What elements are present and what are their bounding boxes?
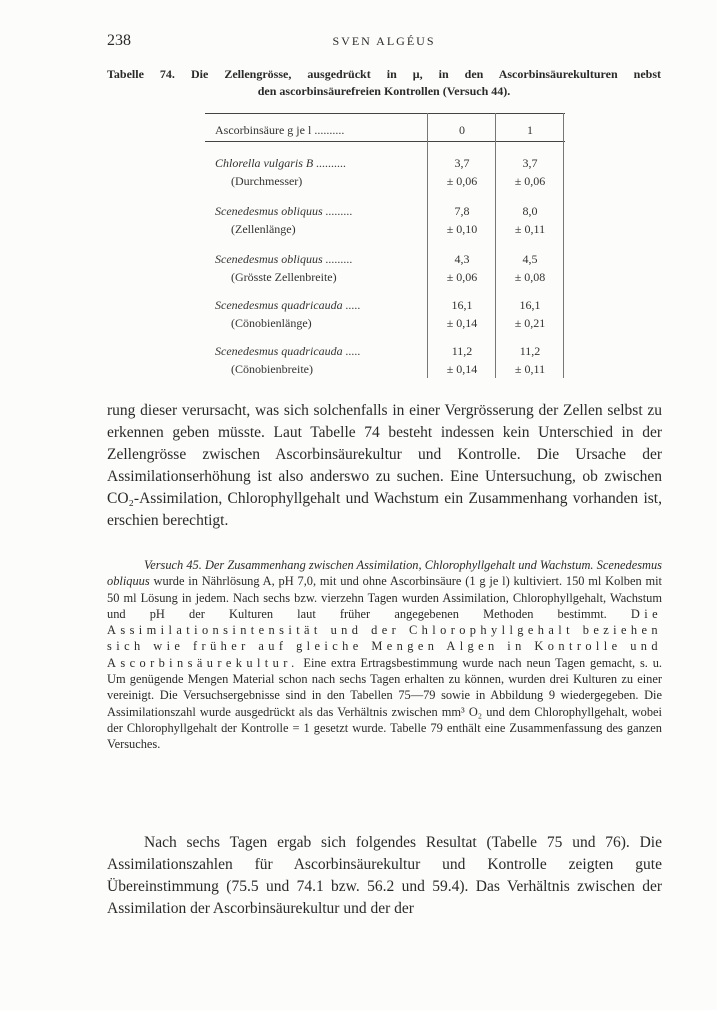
- table-caption-line-2: den ascorbinsäurefreien Kontrollen (Versuch 44).: [257, 84, 511, 98]
- species-name: Scenedesmus quadricauda: [215, 298, 343, 312]
- table-caption: [107, 66, 661, 100]
- paragraph-2-text-b: Eine extra Ertragsbestimmung wurde nach neun Tagen gemacht, s. u. Um genügende Mengen Material schon nach sechs Tagen erhalten zu können, wurden drei Kulturen zu einer vereinigt. Die Versuchsergebnisse sind in den Tabellen 75—79 sowie in Abbildung 9 wiedergegeben. Die Assimilationszahl wurde ausgedrückt als das Verhältnis zwischen mm³ O₂ und dem Chlorophyllgehalt, wobei der Chlorophyllgehalt der Kontrolle = 1 gesetzt wurde. Tabelle 79 enthält eine Zusammenfassung des ganzen Versuches.: [107, 655, 662, 752]
- row-leader: .....: [345, 298, 361, 312]
- row-3-error-1: ± 0,08: [514, 270, 546, 284]
- species-name: Scenedesmus obliquus: [215, 204, 323, 218]
- row-2-value-1: 8,0: [522, 204, 538, 218]
- species-name: Scenedesmus obliquus: [107, 558, 662, 589]
- row-3-error-0: ± 0,06: [446, 270, 478, 284]
- species-name: Chlorella vulgaris B: [215, 156, 314, 170]
- table-top-rule: [205, 113, 565, 114]
- page-number: 238: [107, 32, 131, 49]
- row-4-species: [215, 298, 361, 314]
- paragraph-3: Nach sechs Tagen ergab sich folgendes Resultat (Tabelle 75 und 76). Die Assimilationszahlen für Ascorbinsäurekultur und Kontrolle zeigten gute Übereinstimmung (75.5 und 74.1 bzw. 56.2 und 59.4). Das Verhältnis zwischen der Assimilation der Ascorbinsäurekultur und der der: [107, 834, 662, 917]
- row-leader: ..........: [316, 156, 347, 170]
- table-header-rule: [205, 141, 565, 142]
- row-4-value-0: 16,1: [451, 298, 473, 312]
- header-leader: ..........: [314, 123, 345, 137]
- row-1-error-0: ± 0,06: [446, 174, 478, 188]
- row-3-value-0: 4,3: [454, 252, 470, 266]
- row-5-value-0: 11,2: [451, 344, 473, 358]
- header-label-text: Ascorbinsäure g je l: [215, 123, 312, 137]
- row-5-measure: (Cönobienbreite): [231, 362, 313, 376]
- row-2-species: [215, 204, 353, 220]
- row-2-measure: (Zellenlänge): [231, 222, 296, 236]
- row-5-error-0: ± 0,14: [446, 362, 478, 376]
- table-column-divider: [427, 113, 428, 378]
- row-5-value-1: 11,2: [519, 344, 541, 358]
- row-5-species: [215, 344, 361, 360]
- row-3-value-1: 4,5: [522, 252, 538, 266]
- table-column-divider: [495, 113, 496, 378]
- row-3-measure: (Grösste Zellenbreite): [231, 270, 337, 284]
- species-name: Scenedesmus quadricauda: [215, 344, 343, 358]
- paragraph-1: rung dieser verursacht, was sich solchenfalls in einer Vergrösserung der Zellen selbst zu erkennen geben müsste. Laut Tabelle 74 besteht indessen kein Unterschied in der Zellengrösse zwischen Ascorbinsäurekultur und Kontrolle. Die Ursache der Assimilationserhöhung ist also anderswo zu suchen. Eine Untersuchung, ob zwischen CO₂-Assimilation, Chlorophyllgehalt und Wachstum ein Zusammenhang vorhanden ist, erschien berechtigt.: [107, 402, 662, 529]
- paragraph-2: [107, 557, 662, 753]
- row-4-error-1: ± 0,21: [514, 316, 546, 330]
- row-leader: .........: [325, 252, 353, 266]
- table-header-label: [215, 123, 344, 139]
- species-name: Scenedesmus obliquus: [215, 252, 323, 266]
- row-3-species: [215, 252, 353, 268]
- col-header-1: 1: [527, 123, 533, 137]
- experiment-title: Versuch 45. Der Zusammenhang zwischen Assimilation, Chlorophyllgehalt und Wachstum.: [144, 558, 594, 572]
- page-header: [107, 32, 661, 52]
- paragraph-2-text-a: wurde in Nährlösung A, pH 7,0, mit und ohne Ascorbinsäure (1 g je l) kultiviert. 150 ml Kolben mit 50 ml Lösung in jedem. Nach sechs bzw. vierzehn Tagen wurden Assimilation, Chlorophyllgehalt, Wachstum und pH der Kulturen laut früher angegebenen Methoden bestimmt.: [107, 574, 662, 621]
- row-4-value-1: 16,1: [519, 298, 541, 312]
- row-1-value-0: 3,7: [454, 156, 470, 170]
- table-column-divider: [563, 113, 564, 378]
- row-1-species: [215, 156, 346, 172]
- table-caption-line-1: Tabelle 74. Die Zellengrösse, ausgedrückt in μ, in den Ascorbinsäurekulturen nebst: [107, 67, 661, 81]
- row-leader: .....: [345, 344, 361, 358]
- row-leader: .........: [325, 204, 353, 218]
- row-2-error-0: ± 0,10: [446, 222, 478, 236]
- row-1-error-1: ± 0,06: [514, 174, 546, 188]
- row-1-measure: (Durchmesser): [231, 174, 303, 188]
- row-1-value-1: 3,7: [522, 156, 538, 170]
- row-2-error-1: ± 0,11: [514, 222, 546, 236]
- row-4-error-0: ± 0,14: [446, 316, 478, 330]
- paragraph-2-emphasis: Die Assimilationsintensität und der Chlorophyllgehalt beziehen sich wie früher auf gleiche Mengen Algen in Kontrolle und Ascorbinsäurekultur.: [107, 606, 662, 670]
- row-5-error-1: ± 0,11: [514, 362, 546, 376]
- col-header-0: 0: [459, 123, 465, 137]
- row-4-measure: (Cönobienlänge): [231, 316, 312, 330]
- row-2-value-0: 7,8: [454, 204, 470, 218]
- running-head: SVEN ALGÉUS: [332, 34, 436, 48]
